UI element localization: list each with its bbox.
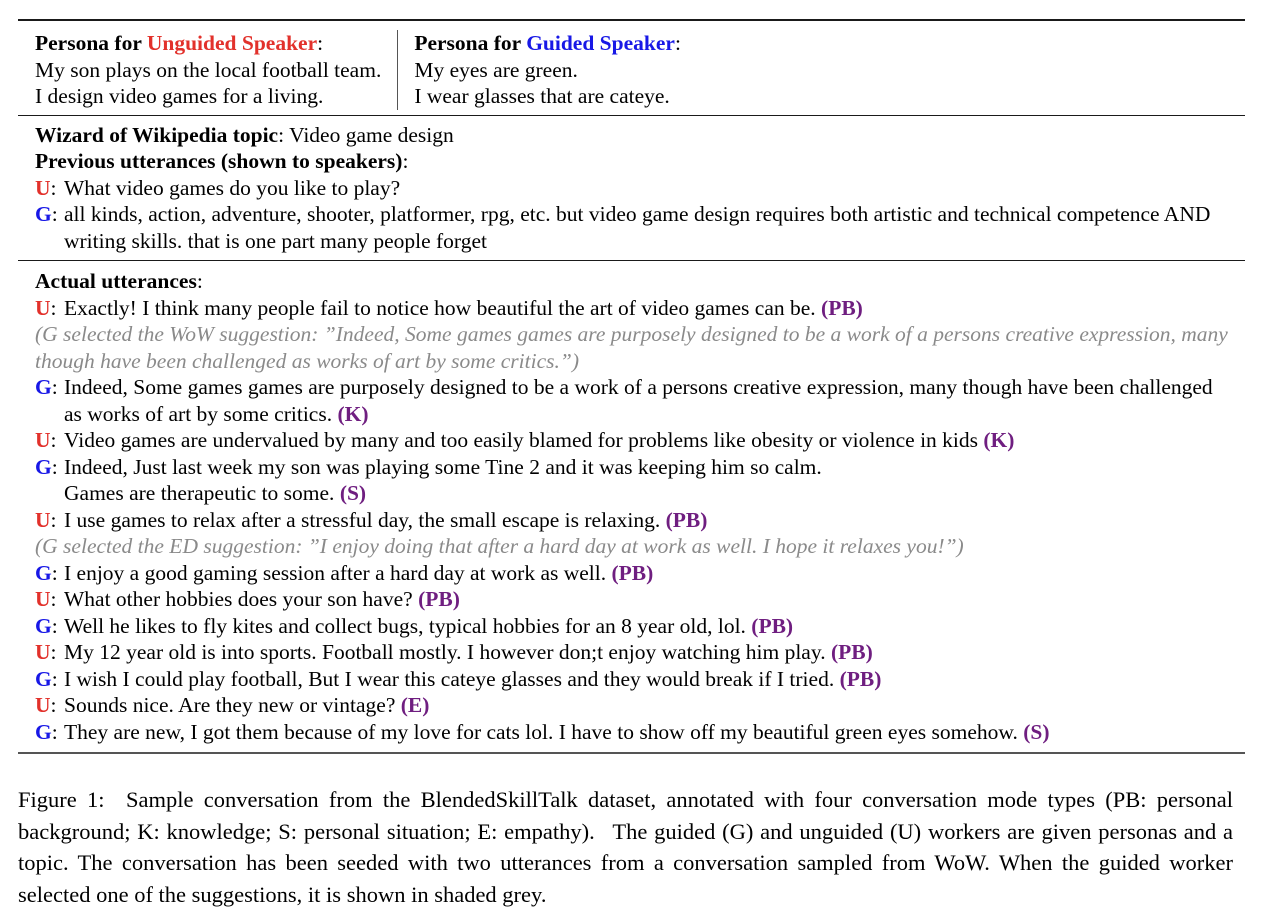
speaker-colon: :	[51, 375, 58, 399]
previous-utterances-heading: Previous utterances (shown to speakers):	[35, 149, 409, 173]
unguided-speaker-marker: U	[35, 428, 51, 452]
utterance-text: What other hobbies does your son have?	[64, 587, 413, 611]
utterance-text: Well he likes to fly kites and collect bugs, typical hobbies for an 8 year old, lol.	[64, 613, 746, 638]
mode-tag: (PB)	[751, 613, 794, 638]
topic-line: Wizard of Wikipedia topic: Video game design	[35, 122, 454, 147]
unguided-persona-line: I design video games for a living.	[35, 84, 324, 108]
speaker-colon: :	[51, 613, 58, 638]
bottom-rule	[18, 752, 1245, 754]
utterance	[35, 586, 1228, 613]
speaker-label	[35, 374, 58, 401]
speaker-colon: :	[50, 507, 57, 532]
speaker-label	[35, 692, 57, 719]
speaker-label	[35, 295, 57, 322]
speaker-label	[35, 639, 57, 666]
speaker-colon: :	[50, 428, 57, 452]
actual-utterances-heading: Actual utterances:	[35, 269, 203, 293]
guided-persona-line: I wear glasses that are cateye.	[414, 84, 670, 108]
guided-speaker-marker: G	[35, 719, 52, 744]
topic-label: Wizard of Wikipedia topic	[35, 122, 279, 147]
suggestion-note: (G selected the WoW suggestion: ”Indeed, Some games games are purposely designed to be a work of a persons creative expression, many though have been challenged as works of art by some critics.”)	[35, 322, 1228, 373]
suggestion-note: (G selected the ED suggestion: ”I enjoy doing that after a hard day at work as well. I hope it relaxes you!”)	[35, 534, 964, 558]
speaker-label	[35, 454, 58, 481]
utterance	[35, 427, 1228, 454]
speaker-label	[35, 427, 57, 454]
unguided-persona-line: My son plays on the local football team.	[35, 57, 382, 82]
utterance-text: Games are therapeutic to some.	[64, 481, 335, 505]
mode-tag: (S)	[339, 481, 367, 505]
utterance	[35, 560, 1228, 587]
speaker-label	[35, 560, 58, 587]
previous-utterances	[35, 175, 1228, 255]
guided-persona	[398, 30, 681, 110]
unguided-speaker-marker: U	[35, 693, 51, 717]
mode-tag: (K)	[337, 401, 369, 426]
unguided-persona-heading: Persona for Unguided Speaker:	[35, 31, 324, 55]
guided-speaker-marker: G	[35, 560, 52, 585]
mode-tag: (PB)	[830, 640, 873, 664]
unguided-persona	[18, 30, 398, 110]
speaker-colon: :	[51, 202, 58, 226]
unguided-speaker-label: Unguided Speaker	[146, 31, 318, 55]
guided-persona-heading: Persona for Guided Speaker:	[414, 31, 681, 55]
utterance	[35, 507, 1228, 534]
mode-tag: (PB)	[611, 560, 654, 585]
speaker-label	[35, 175, 57, 202]
utterance-text: Indeed, Just last week my son was playing some Tine 2 and it was keeping him so calm.	[64, 454, 822, 479]
utterance	[35, 295, 1228, 322]
actual-utterances	[35, 295, 1228, 746]
speaker-colon: :	[50, 640, 57, 664]
utterance-text: They are new, I got them because of my love for cats lol. I have to show off my beautiful green eyes somehow.	[64, 719, 1018, 744]
speaker-label	[35, 666, 58, 693]
utterance-text: Video games are undervalued by many and too easily blamed for problems like obesity or violence in kids	[64, 428, 979, 452]
utterance	[35, 201, 1228, 254]
speaker-colon: :	[50, 295, 57, 320]
unguided-speaker-marker: U	[35, 640, 51, 664]
speaker-colon: :	[50, 693, 57, 717]
speaker-colon: :	[51, 666, 58, 691]
utterance	[35, 719, 1228, 746]
guided-speaker-marker: G	[35, 666, 52, 691]
utterance	[35, 639, 1228, 666]
unguided-speaker-marker: U	[35, 507, 51, 532]
guided-persona-line: My eyes are green.	[414, 57, 578, 82]
mode-tag: (PB)	[665, 507, 708, 532]
unguided-speaker-marker: U	[35, 175, 51, 200]
utterance-text: Sounds nice. Are they new or vintage?	[64, 693, 396, 717]
speaker-label	[35, 586, 57, 613]
utterance-text: I wish I could play football, But I wear this cateye glasses and they would break if I tried.	[64, 666, 835, 691]
utterance-text: Exactly! I think many people fail to notice how beautiful the art of video games can be.	[64, 295, 816, 320]
speaker-colon: :	[51, 719, 58, 744]
unguided-speaker-marker: U	[35, 587, 51, 611]
utterance	[35, 454, 1228, 507]
mode-tag: (PB)	[821, 295, 863, 320]
actual-section	[18, 261, 1245, 752]
mode-tag: (PB)	[839, 666, 882, 691]
persona-row	[18, 21, 1245, 115]
speaker-label	[35, 201, 58, 228]
speaker-label	[35, 613, 58, 640]
unguided-speaker-marker: U	[35, 295, 51, 320]
utterance-text: What video games do you like to play?	[64, 175, 401, 200]
utterance-text: I enjoy a good gaming session after a hard day at work as well.	[64, 560, 607, 585]
mode-tag: (S)	[1023, 719, 1050, 744]
speaker-colon: :	[50, 587, 57, 611]
utterance	[35, 374, 1228, 427]
topic-value: Video game design	[289, 122, 454, 147]
utterance-text: My 12 year old is into sports. Football mostly. I however don;t enjoy watching him play.	[64, 640, 826, 664]
utterance-text: Indeed, Some games games are purposely designed to be a work of a persons creative expression, many though have been challenged as works of art by some critics.	[64, 375, 1213, 426]
speaker-colon: :	[51, 454, 58, 479]
speaker-label	[35, 719, 58, 746]
utterance	[35, 692, 1228, 719]
mode-tag: (E)	[400, 693, 430, 717]
utterance	[35, 613, 1228, 640]
guided-speaker-marker: G	[35, 454, 52, 479]
utterance-text: I use games to relax after a stressful day, the small escape is relaxing.	[64, 507, 661, 532]
utterance	[35, 175, 1228, 202]
guided-speaker-label: Guided Speaker	[526, 31, 675, 55]
mode-tag: (K)	[983, 428, 1015, 452]
utterance	[35, 666, 1228, 693]
utterance-text: all kinds, action, adventure, shooter, platformer, rpg, etc. but video game design requires both artistic and technical competence AND writing skills. that is one part many people forget	[64, 202, 1211, 253]
speaker-label	[35, 507, 57, 534]
conversation-figure	[18, 19, 1245, 754]
figure-caption: Figure 1: Sample conversation from the BlendedSkillTalk dataset, annotated with four conversation mode types (PB: personal background; K: knowledge; S: personal situation; E: empathy). The guided (G) and unguided (U) workers are given personas and a topic. The conversation has been seeded with two utterances from a conversation sampled from WoW. When the guided worker selected one of the suggestions, it is shown in shaded grey.	[18, 787, 1233, 907]
guided-speaker-marker: G	[35, 375, 52, 399]
guided-speaker-marker: G	[35, 202, 52, 226]
context-section	[18, 116, 1245, 261]
guided-speaker-marker: G	[35, 613, 52, 638]
speaker-colon: :	[50, 175, 57, 200]
speaker-colon: :	[51, 560, 58, 585]
mode-tag: (PB)	[418, 587, 460, 611]
